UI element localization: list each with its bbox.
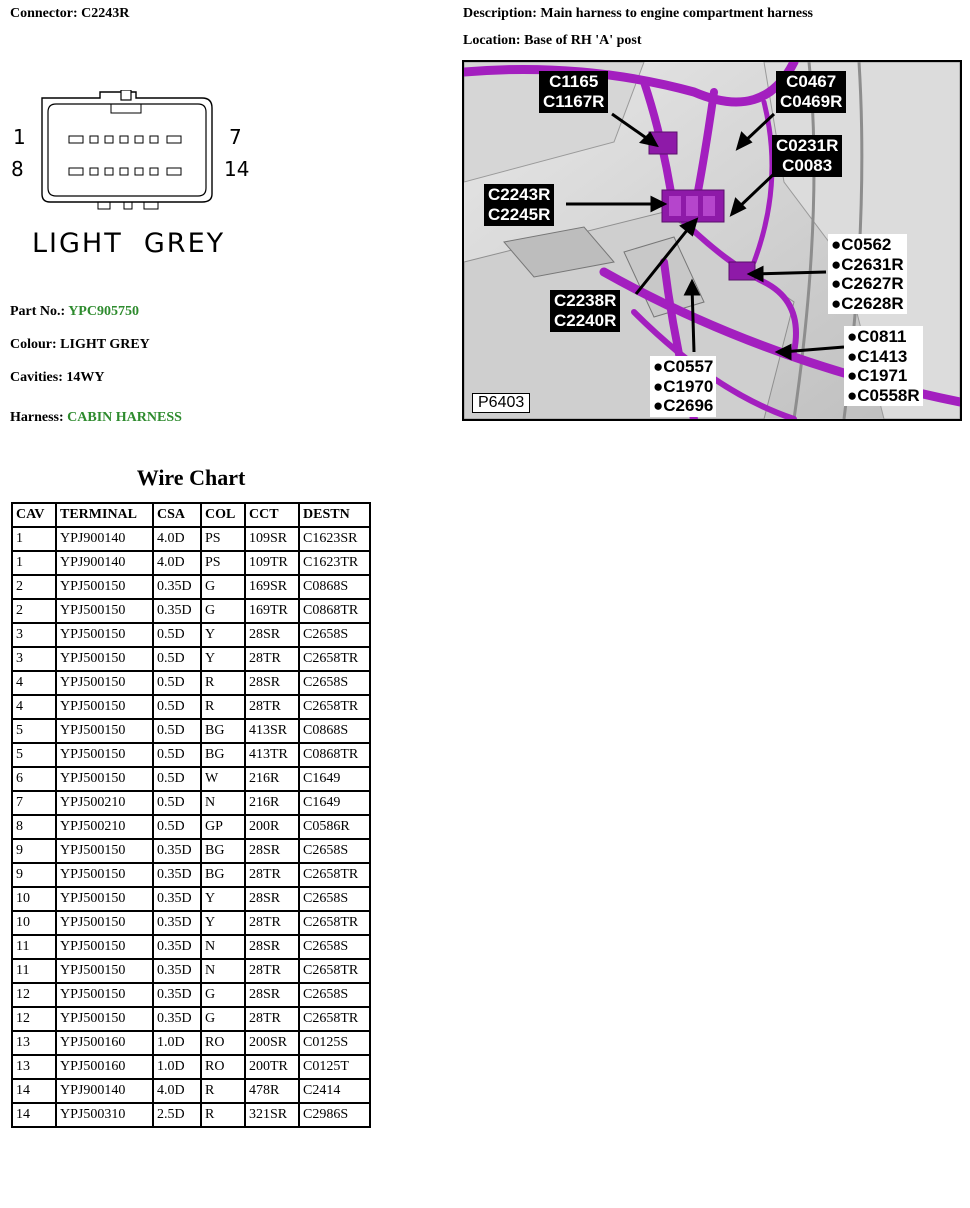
cell-csa: 0.5D <box>153 791 201 815</box>
cell-col: N <box>201 935 245 959</box>
bullet-item: ●C2631R <box>831 254 904 274</box>
cell-destn: C2658TR <box>299 911 370 935</box>
cell-terminal: YPJ500150 <box>56 911 153 935</box>
cavities-label: Cavities: <box>10 370 63 385</box>
cell-cav: 6 <box>12 767 56 791</box>
cell-csa: 0.5D <box>153 623 201 647</box>
header-cct: CCT <box>245 503 299 527</box>
cell-col: BG <box>201 719 245 743</box>
table-row <box>12 983 370 1007</box>
cell-col: N <box>201 959 245 983</box>
cell-col: Y <box>201 647 245 671</box>
cell-col: G <box>201 575 245 599</box>
cell-terminal: YPJ500310 <box>56 1103 153 1127</box>
table-row <box>12 623 370 647</box>
cell-destn: C2658TR <box>299 695 370 719</box>
cell-cct: 413TR <box>245 743 299 767</box>
cell-cav: 14 <box>12 1079 56 1103</box>
cell-csa: 0.5D <box>153 671 201 695</box>
table-row <box>12 575 370 599</box>
description-value: Main harness to engine compartment harness <box>540 6 813 21</box>
wire-chart-body <box>12 527 370 1127</box>
cell-col: BG <box>201 863 245 887</box>
bullet-item: ●C1970 <box>653 376 714 396</box>
header-terminal: TERMINAL <box>56 503 153 527</box>
cell-col: R <box>201 1103 245 1127</box>
cell-cct: 28SR <box>245 671 299 695</box>
cell-cct: 28SR <box>245 887 299 911</box>
cell-col: R <box>201 695 245 719</box>
cell-terminal: YPJ500150 <box>56 935 153 959</box>
cell-destn: C0868S <box>299 575 370 599</box>
cell-terminal: YPJ500150 <box>56 575 153 599</box>
cell-destn: C2658S <box>299 623 370 647</box>
bullet-item: ●C2696 <box>653 396 714 415</box>
cell-destn: C2658S <box>299 839 370 863</box>
cell-col: BG <box>201 839 245 863</box>
cell-csa: 0.5D <box>153 815 201 839</box>
bullet-item: ●C0811 <box>847 327 907 346</box>
cell-cav: 8 <box>12 815 56 839</box>
bullet-item: ●C1971 <box>847 366 908 385</box>
cell-terminal: YPJ500210 <box>56 815 153 839</box>
table-row <box>12 839 370 863</box>
cell-cav: 4 <box>12 695 56 719</box>
cell-terminal: YPJ500150 <box>56 839 153 863</box>
cavities-value: 14WY <box>66 370 105 385</box>
cell-destn: C2658TR <box>299 647 370 671</box>
cell-cct: 28TR <box>245 911 299 935</box>
cell-cct: 28SR <box>245 983 299 1007</box>
location-photo <box>462 60 962 421</box>
part-number-link[interactable]: YPC905750 <box>68 304 139 319</box>
cell-cav: 9 <box>12 863 56 887</box>
connector-colour-caption: LIGHT GREY <box>32 228 226 259</box>
cell-cav: 2 <box>12 599 56 623</box>
cell-col: N <box>201 791 245 815</box>
cell-terminal: YPJ500150 <box>56 599 153 623</box>
cell-col: GP <box>201 815 245 839</box>
table-row <box>12 935 370 959</box>
cell-csa: 4.0D <box>153 527 201 551</box>
connector-outline <box>10 90 260 220</box>
cell-terminal: YPJ500150 <box>56 719 153 743</box>
cell-csa: 0.35D <box>153 863 201 887</box>
bullet-item: ●C0557 <box>653 357 714 376</box>
cell-cav: 5 <box>12 719 56 743</box>
callout-c0467: C0467 C0469R <box>776 71 846 113</box>
table-row <box>12 791 370 815</box>
part-number-line <box>10 304 139 320</box>
callout-c2238r: C2238R C2240R <box>550 290 620 332</box>
cell-cav: 7 <box>12 791 56 815</box>
cell-destn: C0868TR <box>299 743 370 767</box>
wire-chart <box>11 502 371 1128</box>
cell-cav: 10 <box>12 911 56 935</box>
cell-destn: C0868TR <box>299 599 370 623</box>
cell-csa: 0.35D <box>153 935 201 959</box>
cell-cct: 28TR <box>245 647 299 671</box>
cell-col: PS <box>201 551 245 575</box>
cell-cav: 12 <box>12 983 56 1007</box>
cell-cct: 200SR <box>245 1031 299 1055</box>
pin-label-8: 8 <box>11 157 24 181</box>
wire-chart-title: Wire Chart <box>136 465 246 490</box>
cell-terminal: YPJ500160 <box>56 1055 153 1079</box>
bullet-list-right-top <box>828 234 907 314</box>
cell-cav: 14 <box>12 1103 56 1127</box>
cell-csa: 0.35D <box>153 1007 201 1031</box>
cell-terminal: YPJ500150 <box>56 743 153 767</box>
header-cav: CAV <box>12 503 56 527</box>
cell-csa: 0.5D <box>153 647 201 671</box>
table-row <box>12 1055 370 1079</box>
table-row <box>12 671 370 695</box>
cell-csa: 4.0D <box>153 551 201 575</box>
cell-terminal: YPJ900140 <box>56 1079 153 1103</box>
colour-value: LIGHT GREY <box>60 337 150 352</box>
cell-col: BG <box>201 743 245 767</box>
harness-line <box>10 410 182 426</box>
cell-destn: C1649 <box>299 791 370 815</box>
cell-destn: C1649 <box>299 767 370 791</box>
cell-cav: 13 <box>12 1055 56 1079</box>
cell-csa: 1.0D <box>153 1055 201 1079</box>
cell-cct: 109TR <box>245 551 299 575</box>
cell-destn: C2658TR <box>299 959 370 983</box>
cell-col: Y <box>201 911 245 935</box>
cell-cav: 11 <box>12 959 56 983</box>
cell-cct: 28TR <box>245 959 299 983</box>
table-row <box>12 815 370 839</box>
cell-csa: 0.35D <box>153 839 201 863</box>
cell-destn: C2658S <box>299 983 370 1007</box>
cell-terminal: YPJ500150 <box>56 1007 153 1031</box>
cell-cct: 200R <box>245 815 299 839</box>
cell-cav: 2 <box>12 575 56 599</box>
cell-terminal: YPJ500150 <box>56 695 153 719</box>
table-row <box>12 599 370 623</box>
cell-terminal: YPJ900140 <box>56 527 153 551</box>
table-row <box>12 695 370 719</box>
cell-destn: C2658S <box>299 671 370 695</box>
table-row <box>12 551 370 575</box>
cell-cav: 3 <box>12 647 56 671</box>
callout-c2243r: C2243R C2245R <box>484 184 554 226</box>
cell-destn: C0868S <box>299 719 370 743</box>
cell-col: G <box>201 983 245 1007</box>
cell-terminal: YPJ500150 <box>56 863 153 887</box>
cell-cct: 478R <box>245 1079 299 1103</box>
cell-terminal: YPJ500150 <box>56 767 153 791</box>
cell-cct: 216R <box>245 767 299 791</box>
cell-cct: 28SR <box>245 623 299 647</box>
cell-col: W <box>201 767 245 791</box>
cell-col: Y <box>201 623 245 647</box>
cell-csa: 0.5D <box>153 695 201 719</box>
cell-cct: 413SR <box>245 719 299 743</box>
harness-label: Harness: <box>10 410 64 425</box>
cell-cct: 216R <box>245 791 299 815</box>
cell-col: R <box>201 671 245 695</box>
table-row <box>12 1079 370 1103</box>
cell-cav: 4 <box>12 671 56 695</box>
table-row <box>12 743 370 767</box>
pin-label-14: 14 <box>224 157 250 181</box>
connector-label: Connector: <box>10 6 78 21</box>
cell-cav: 9 <box>12 839 56 863</box>
bullet-item: ●C0558R <box>847 385 920 405</box>
header-destn: DESTN <box>299 503 370 527</box>
table-row <box>12 1031 370 1055</box>
cell-cav: 5 <box>12 743 56 767</box>
cell-csa: 0.35D <box>153 599 201 623</box>
cell-terminal: YPJ500160 <box>56 1031 153 1055</box>
colour-line <box>10 337 150 353</box>
table-row <box>12 719 370 743</box>
cell-csa: 4.0D <box>153 1079 201 1103</box>
cell-col: PS <box>201 527 245 551</box>
cell-destn: C2658TR <box>299 1007 370 1031</box>
cell-cct: 28TR <box>245 863 299 887</box>
table-header-row <box>12 503 370 527</box>
callout-c0231r: C0231R C0083 <box>772 135 842 177</box>
cell-destn: C2658S <box>299 935 370 959</box>
cell-destn: C1623TR <box>299 551 370 575</box>
table-row <box>12 647 370 671</box>
harness-link[interactable]: CABIN HARNESS <box>67 410 182 425</box>
cell-terminal: YPJ500150 <box>56 983 153 1007</box>
cell-destn: C2658S <box>299 887 370 911</box>
bullet-item: ●C2628R <box>831 293 904 313</box>
cell-cct: 109SR <box>245 527 299 551</box>
cell-cct: 28TR <box>245 695 299 719</box>
cell-cct: 200TR <box>245 1055 299 1079</box>
cell-cav: 13 <box>12 1031 56 1055</box>
pin-label-7: 7 <box>229 125 242 149</box>
cell-destn: C2414 <box>299 1079 370 1103</box>
cell-cct: 321SR <box>245 1103 299 1127</box>
cavities-line <box>10 370 105 386</box>
photo-reference: P6403 <box>472 393 530 413</box>
cell-terminal: YPJ500150 <box>56 959 153 983</box>
cell-cav: 1 <box>12 551 56 575</box>
bullet-item: ●C0562 <box>831 235 892 254</box>
table-row <box>12 863 370 887</box>
bullet-list-right-bottom <box>844 326 923 406</box>
cell-destn: C2986S <box>299 1103 370 1127</box>
cell-csa: 2.5D <box>153 1103 201 1127</box>
bullet-item: ●C2627R <box>831 274 904 293</box>
cell-terminal: YPJ500150 <box>56 887 153 911</box>
cell-terminal: YPJ500150 <box>56 647 153 671</box>
cell-terminal: YPJ900140 <box>56 551 153 575</box>
cell-terminal: YPJ500150 <box>56 671 153 695</box>
cell-cct: 169SR <box>245 575 299 599</box>
pin-label-1: 1 <box>13 125 26 149</box>
connector-line <box>10 6 129 22</box>
cell-col: RO <box>201 1031 245 1055</box>
table-row <box>12 1007 370 1031</box>
cell-cav: 12 <box>12 1007 56 1031</box>
cell-csa: 0.35D <box>153 983 201 1007</box>
cell-col: RO <box>201 1055 245 1079</box>
cell-col: G <box>201 1007 245 1031</box>
cell-cav: 1 <box>12 527 56 551</box>
cell-cav: 11 <box>12 935 56 959</box>
connector-face-diagram <box>10 90 260 220</box>
bullet-item: ●C1413 <box>847 346 908 366</box>
callout-c1165: C1165 C1167R <box>539 71 608 113</box>
location-value: Base of RH 'A' post <box>524 33 642 48</box>
table-row <box>12 527 370 551</box>
cell-csa: 0.5D <box>153 719 201 743</box>
bullet-list-bottom <box>650 356 716 417</box>
cell-col: R <box>201 1079 245 1103</box>
header-col: COL <box>201 503 245 527</box>
cell-cav: 3 <box>12 623 56 647</box>
cell-csa: 0.35D <box>153 887 201 911</box>
wire-chart-table <box>11 502 371 1128</box>
cell-csa: 0.5D <box>153 767 201 791</box>
cell-destn: C0586R <box>299 815 370 839</box>
cell-col: Y <box>201 887 245 911</box>
colour-label: Colour: <box>10 337 57 352</box>
table-row <box>12 767 370 791</box>
location-line <box>463 33 642 49</box>
cell-csa: 1.0D <box>153 1031 201 1055</box>
cell-terminal: YPJ500210 <box>56 791 153 815</box>
description-label: Description: <box>463 6 537 21</box>
part-number-label: Part No.: <box>10 304 66 319</box>
cell-cct: 169TR <box>245 599 299 623</box>
table-row <box>12 911 370 935</box>
table-row <box>12 1103 370 1127</box>
header-csa: CSA <box>153 503 201 527</box>
cell-csa: 0.35D <box>153 911 201 935</box>
cell-csa: 0.5D <box>153 743 201 767</box>
cell-csa: 0.35D <box>153 959 201 983</box>
cell-destn: C1623SR <box>299 527 370 551</box>
cell-col: G <box>201 599 245 623</box>
connector-value: C2243R <box>81 6 130 21</box>
cell-cct: 28SR <box>245 935 299 959</box>
cell-terminal: YPJ500150 <box>56 623 153 647</box>
cell-destn: C0125T <box>299 1055 370 1079</box>
table-row <box>12 887 370 911</box>
description-line <box>463 6 813 22</box>
location-label: Location: <box>463 33 521 48</box>
cell-csa: 0.35D <box>153 575 201 599</box>
cell-cct: 28TR <box>245 1007 299 1031</box>
cell-destn: C2658TR <box>299 863 370 887</box>
cell-cct: 28SR <box>245 839 299 863</box>
cell-destn: C0125S <box>299 1031 370 1055</box>
cell-cav: 10 <box>12 887 56 911</box>
table-row <box>12 959 370 983</box>
